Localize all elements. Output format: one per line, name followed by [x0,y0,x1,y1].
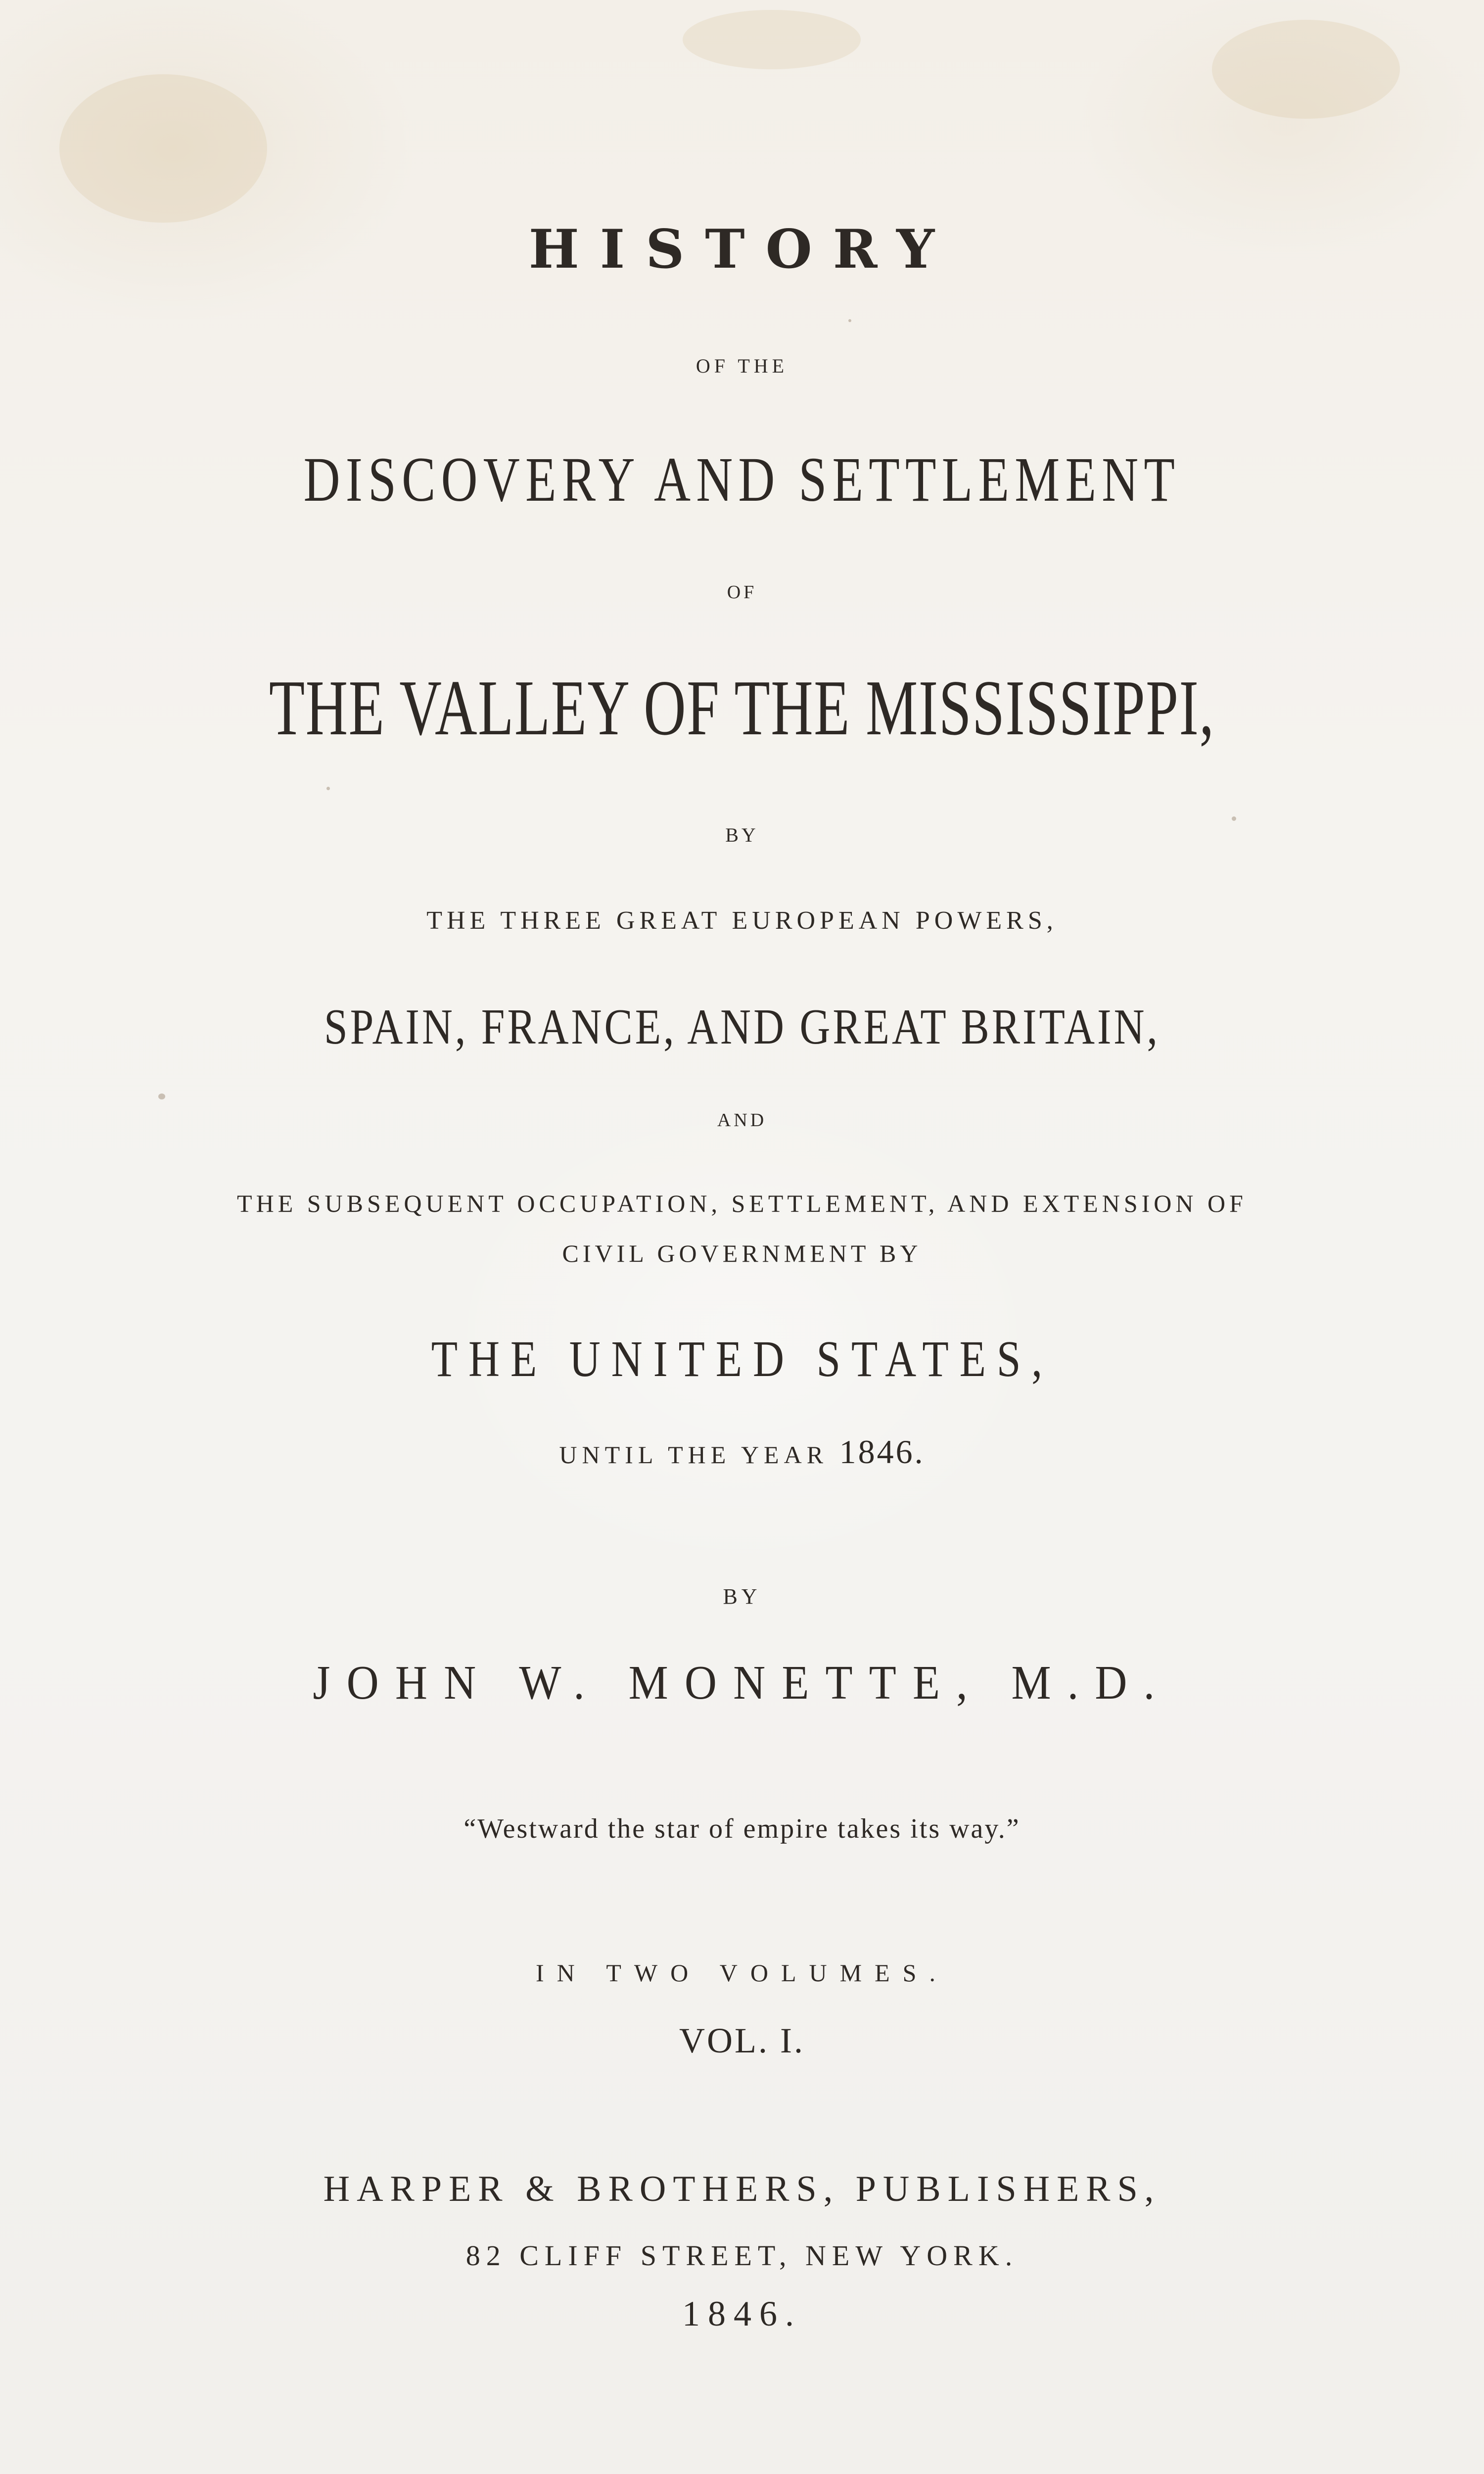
connector-of-the [0,356,1484,376]
publication-year-text: 1846. [682,2294,802,2333]
connector-and [0,1111,1484,1130]
discovery-text: DISCOVERY AND SETTLEMENT [303,444,1181,515]
heading-united-states [0,1333,1484,1385]
powers-text: THE THREE GREAT EUROPEAN POWERS, [426,906,1058,935]
volume-number [0,2023,1484,2058]
paper-speck [326,787,330,790]
until-prefix-text: UNTIL THE YEAR [559,1441,829,1469]
subtitle-powers [0,908,1484,934]
valley-text: THE VALLEY OF THE MISSISSIPPI, [269,664,1215,752]
heading-valley [0,664,1484,752]
paper-speck [848,319,851,322]
connector-by-author [0,1586,1484,1608]
paper-speck [1232,816,1236,821]
address-text: 82 CLIFF STREET, NEW YORK. [465,2239,1019,2272]
paper-stain [59,74,267,223]
paper-stain [1212,20,1400,119]
volumes-text: IN TWO VOLUMES. [536,1959,948,1987]
by-author-text: BY [723,1584,761,1609]
epigraph [0,1815,1484,1843]
author-text: JOHN W. MONETTE, M.D. [313,1656,1171,1710]
publisher-name [0,2171,1484,2207]
connector-of [0,583,1484,602]
and-text: AND [717,1110,767,1131]
civil-text: CIVIL GOVERNMENT BY [562,1239,922,1267]
volume-text: VOL. I. [679,2021,805,2060]
author-name [0,1656,1484,1710]
subsequent-text: THE SUBSEQUENT OCCUPATION, SETTLEMENT, AND EXTENSION OF [237,1189,1247,1217]
of-text: OF [727,582,757,603]
heading-history [0,218,1484,281]
subtitle-subsequent [0,1191,1484,1216]
motto-text: “Westward the star of empire takes its way.” [464,1813,1020,1844]
publication-year [0,2296,1484,2331]
paper-stain [683,10,861,69]
history-text: HISTORY [528,218,956,281]
subtitle-until-year [0,1435,1484,1469]
subtitle-civil [0,1241,1484,1266]
heading-discovery [0,444,1484,515]
paper-speck [158,1094,165,1099]
nations-text: SPAIN, FRANCE, AND GREAT BRITAIN, [324,999,1160,1055]
until-year-text: 1846. [839,1433,925,1471]
united-states-text: THE UNITED STATES, [431,1331,1053,1387]
by-text: BY [725,824,759,846]
publisher-text: HARPER & BROTHERS, PUBLISHERS, [323,2169,1161,2209]
volume-count [0,1960,1484,1985]
of-the-text: OF THE [696,355,788,377]
heading-nations [0,999,1484,1055]
connector-by [0,825,1484,845]
publisher-address [0,2241,1484,2270]
